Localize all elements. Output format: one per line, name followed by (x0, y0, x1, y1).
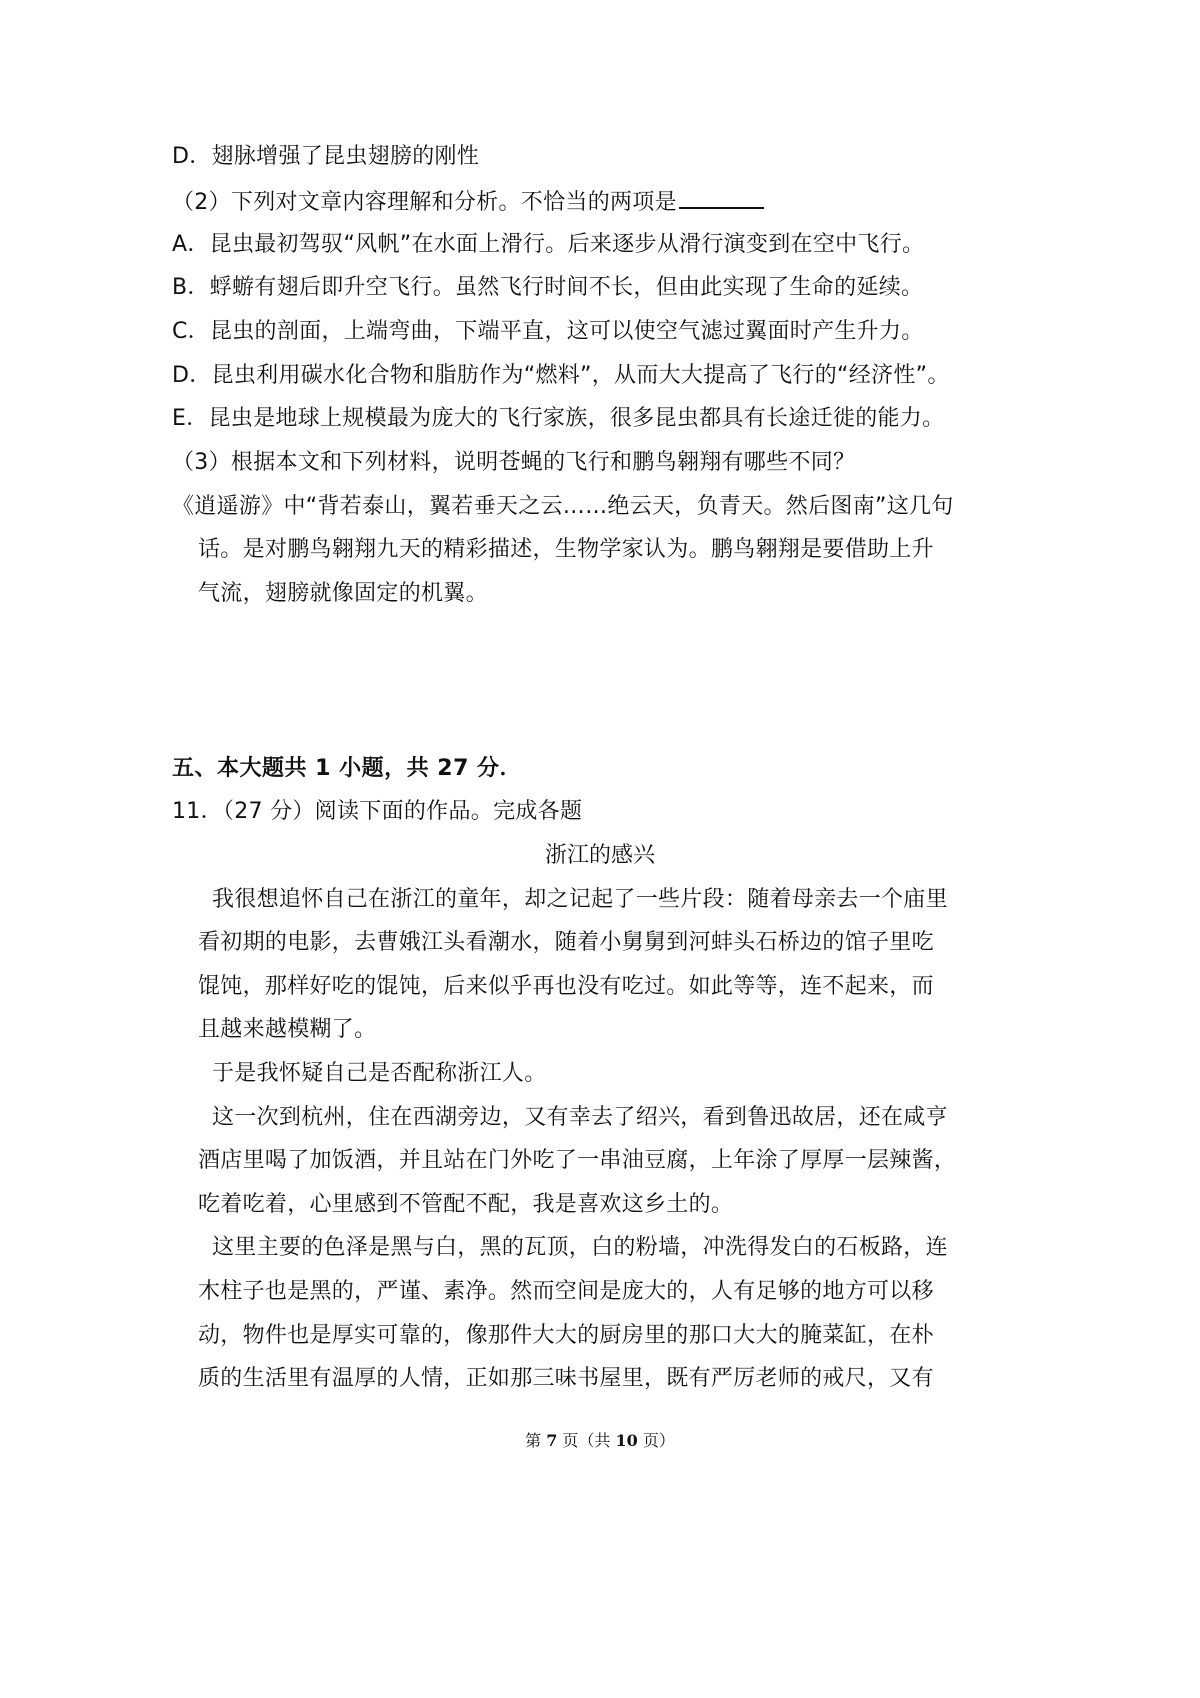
article-line: 质的生活里有温厚的人情，正如那三味书屋里，既有严厉老师的戒尺，又有 (198, 1366, 934, 1391)
footer-suffix: 页） (642, 1431, 675, 1450)
q2-option-b: B．蜉蝣有翅后即升空飞行。虽然飞行时间不长，但由此实现了生命的延续。 (172, 275, 924, 300)
q1-option-d: D．翅脉增强了昆虫翅膀的刚性 (172, 144, 480, 169)
page-footer (0, 1431, 1200, 1451)
q3-material-line: 《逍遥游》中“背若泰山，翼若垂天之云……绝云天，负青天。然后图南”这几句 (172, 494, 954, 519)
article-line: 这里主要的色泽是黑与白，黑的瓦顶，白的粉墙，冲洗得发白的石板路，连 (212, 1235, 948, 1260)
question-11: 11．（27 分）阅读下面的作品。完成各题 (172, 799, 583, 824)
page-number: 7 (546, 1431, 558, 1450)
article-line: 木柱子也是黑的，严谨、素净。然而空间是庞大的，人有足够的地方可以移 (198, 1279, 934, 1304)
q3-prompt: （3）根据本文和下列材料，说明苍蝇的飞行和鹏鸟翱翔有哪些不同？ (172, 450, 856, 475)
q2-option-d: D．昆虫利用碳水化合物和脂肪作为“燃料”，从而大大提高了飞行的“经济性”。 (172, 363, 950, 388)
total-pages: 10 (615, 1431, 638, 1450)
footer-prefix: 第 (525, 1431, 542, 1450)
article-line: 看初期的电影，去曹娥江头看潮水，随着小舅舅到河蚌头石桥边的馆子里吃 (198, 930, 934, 955)
article-line: 于是我怀疑自己是否配称浙江人。 (212, 1061, 547, 1086)
q2-option-c: C．昆虫的剖面，上端弯曲，下端平直，这可以使空气滤过翼面时产生升力。 (172, 319, 924, 344)
q2-option-a: A．昆虫最初驾驭“风帆”在水面上滑行。后来逐步从滑行演变到在空中飞行。 (172, 232, 925, 257)
q2-prompt-text: （2）下列对文章内容理解和分析。不恰当的两项是 (172, 190, 677, 215)
q3-material-line: 话。是对鹏鸟翱翔九天的精彩描述，生物学家认为。鹏鸟翱翔是要借助上升 (198, 537, 934, 562)
q3-material-line: 气流，翅膀就像固定的机翼。 (198, 581, 488, 606)
footer-middle: 页（共 (562, 1431, 611, 1450)
article-line: 馄饨，那样好吃的馄饨，后来似乎再也没有吃过。如此等等，连不起来，而 (198, 974, 934, 999)
article-line: 且越来越模糊了。 (198, 1017, 377, 1042)
section-title: 五、本大题共 1 小题，共 27 分． (172, 756, 523, 781)
q2-option-e: E．昆虫是地球上规模最为庞大的飞行家族，很多昆虫都具有长途迁徙的能力。 (172, 406, 945, 431)
article-line: 这一次到杭州，住在西湖旁边，又有幸去了绍兴，看到鲁迅故居，还在咸亨 (212, 1105, 948, 1130)
article-line: 动，物件也是厚实可靠的，像那件大大的厨房里的那口大大的腌菜缸，在朴 (198, 1323, 934, 1348)
answer-blank (679, 187, 764, 209)
article-line: 酒店里喝了加饭酒，并且站在门外吃了一串油豆腐，上年涂了厚厚一层辣酱， (198, 1148, 957, 1173)
article-line: 吃着吃着，心里感到不管配不配，我是喜欢这乡土的。 (198, 1192, 734, 1217)
article-title: 浙江的感兴 (544, 843, 655, 868)
q2-prompt (172, 187, 764, 217)
article-line: 我很想追怀自己在浙江的童年，却之记起了一些片段：随着母亲去一个庙里 (212, 887, 948, 912)
